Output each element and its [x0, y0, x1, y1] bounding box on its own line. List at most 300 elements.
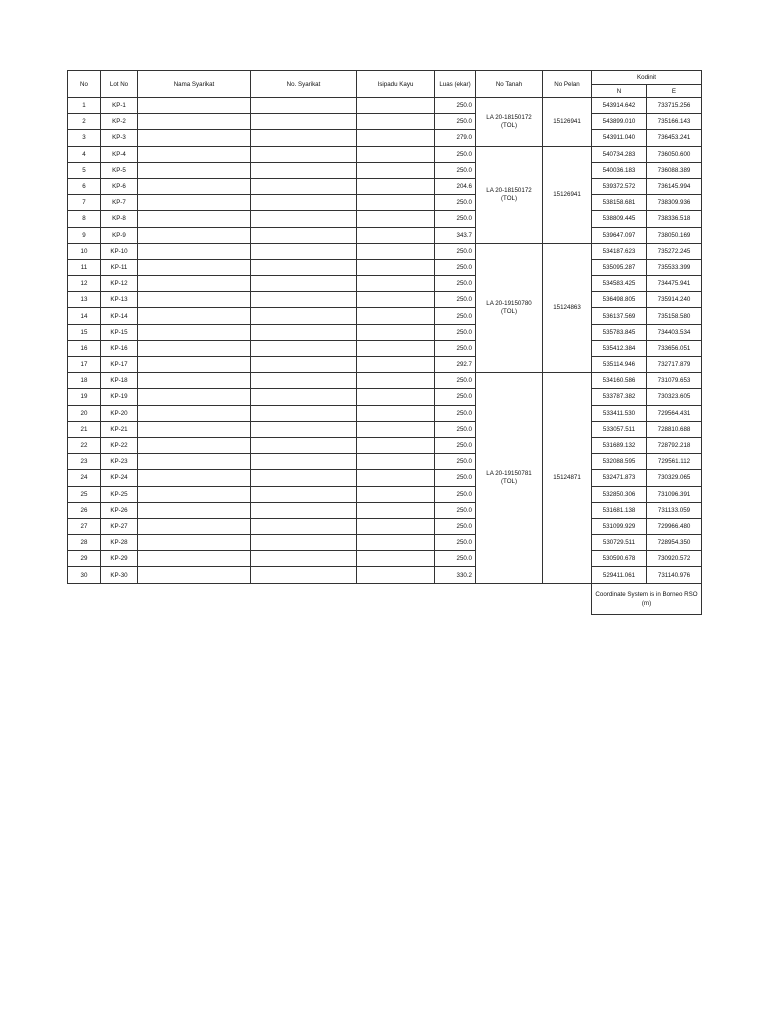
row-number: 16: [68, 340, 101, 356]
coordinate-e: 733656.051: [647, 340, 702, 356]
header-luas: Luas (ekar): [435, 71, 476, 98]
table-row: [68, 178, 702, 194]
company-name-cell: [138, 195, 251, 211]
table-row: [68, 551, 702, 567]
area-acres: 204.6: [435, 178, 476, 194]
company-number-cell: [251, 130, 357, 146]
header-lot-no: Lot No: [101, 71, 138, 98]
table-row: [68, 114, 702, 130]
row-number: 4: [68, 146, 101, 162]
table-row: [68, 389, 702, 405]
row-number: 5: [68, 162, 101, 178]
row-number: 20: [68, 405, 101, 421]
coordinate-n: 533057.511: [592, 421, 647, 437]
timber-volume-cell: [357, 470, 435, 486]
company-name-cell: [138, 389, 251, 405]
coordinate-e: 729561.112: [647, 454, 702, 470]
company-number-cell: [251, 211, 357, 227]
timber-volume-cell: [357, 178, 435, 194]
timber-volume-cell: [357, 486, 435, 502]
row-number: 29: [68, 551, 101, 567]
company-number-cell: [251, 340, 357, 356]
company-number-cell: [251, 405, 357, 421]
area-acres: 250.0: [435, 276, 476, 292]
coordinate-n: 536137.569: [592, 308, 647, 324]
land-title-number: [476, 243, 543, 373]
coordinate-e: 728792.218: [647, 437, 702, 453]
table-row: [68, 276, 702, 292]
land-title-type: (TOL): [500, 121, 518, 129]
lot-number: KP-1: [101, 98, 138, 114]
row-number: 17: [68, 357, 101, 373]
coordinate-e: 731079.653: [647, 373, 702, 389]
header-no-pelan: No Pelan: [543, 71, 592, 98]
area-acres: 250.0: [435, 535, 476, 551]
row-number: 15: [68, 324, 101, 340]
area-acres: 250.0: [435, 98, 476, 114]
company-name-cell: [138, 292, 251, 308]
coordinate-n: 533411.530: [592, 405, 647, 421]
land-title-code: LA 20-19150780: [486, 299, 532, 307]
lot-number: KP-11: [101, 259, 138, 275]
table-row: [68, 195, 702, 211]
company-name-cell: [138, 130, 251, 146]
company-name-cell: [138, 437, 251, 453]
company-name-cell: [138, 276, 251, 292]
timber-volume-cell: [357, 454, 435, 470]
lot-number: KP-24: [101, 470, 138, 486]
coordinate-n: 540734.283: [592, 146, 647, 162]
table-row: [68, 486, 702, 502]
land-lot-table: [67, 70, 702, 615]
table-row: [68, 470, 702, 486]
lot-number: KP-15: [101, 324, 138, 340]
company-number-cell: [251, 292, 357, 308]
table-row: [68, 421, 702, 437]
area-acres: 250.0: [435, 389, 476, 405]
area-acres: 343.7: [435, 227, 476, 243]
area-acres: 250.0: [435, 340, 476, 356]
table-row: [68, 259, 702, 275]
table-row: [68, 405, 702, 421]
coordinate-e: 728810.688: [647, 421, 702, 437]
row-number: 23: [68, 454, 101, 470]
land-title-code: LA 20-19150781: [486, 469, 532, 477]
table-row: [68, 243, 702, 259]
area-acres: 250.0: [435, 502, 476, 518]
company-name-cell: [138, 308, 251, 324]
company-number-cell: [251, 421, 357, 437]
area-acres: 250.0: [435, 518, 476, 534]
company-number-cell: [251, 502, 357, 518]
company-number-cell: [251, 518, 357, 534]
row-number: 27: [68, 518, 101, 534]
land-title-number: [476, 98, 543, 147]
land-title-number: [476, 373, 543, 583]
coordinate-e: 729966.480: [647, 518, 702, 534]
company-number-cell: [251, 98, 357, 114]
company-number-cell: [251, 243, 357, 259]
table-row: [68, 324, 702, 340]
company-name-cell: [138, 114, 251, 130]
row-number: 25: [68, 486, 101, 502]
table-row: [68, 292, 702, 308]
timber-volume-cell: [357, 130, 435, 146]
lot-number: KP-13: [101, 292, 138, 308]
coordinate-n: 543914.642: [592, 98, 647, 114]
timber-volume-cell: [357, 437, 435, 453]
timber-volume-cell: [357, 324, 435, 340]
area-acres: 250.0: [435, 195, 476, 211]
row-number: 7: [68, 195, 101, 211]
company-number-cell: [251, 373, 357, 389]
company-number-cell: [251, 535, 357, 551]
area-acres: 250.0: [435, 211, 476, 227]
area-acres: 250.0: [435, 470, 476, 486]
coordinate-system-note: Coordinate System is in Borneo RSO (m): [592, 583, 702, 614]
lot-number: KP-27: [101, 518, 138, 534]
row-number: 3: [68, 130, 101, 146]
timber-volume-cell: [357, 373, 435, 389]
company-number-cell: [251, 162, 357, 178]
timber-volume-cell: [357, 308, 435, 324]
timber-volume-cell: [357, 114, 435, 130]
row-number: 9: [68, 227, 101, 243]
coordinate-e: 738050.169: [647, 227, 702, 243]
table-row: [68, 567, 702, 583]
coordinate-n: 534160.586: [592, 373, 647, 389]
table-row: [68, 162, 702, 178]
company-number-cell: [251, 470, 357, 486]
company-number-cell: [251, 146, 357, 162]
coordinate-e: 730323.605: [647, 389, 702, 405]
table-row: [68, 373, 702, 389]
table-row: [68, 518, 702, 534]
company-number-cell: [251, 259, 357, 275]
row-number: 8: [68, 211, 101, 227]
coordinate-n: 535783.845: [592, 324, 647, 340]
company-number-cell: [251, 227, 357, 243]
timber-volume-cell: [357, 211, 435, 227]
timber-volume-cell: [357, 227, 435, 243]
coordinate-e: 736145.994: [647, 178, 702, 194]
coordinate-e: 731133.059: [647, 502, 702, 518]
lot-number: KP-9: [101, 227, 138, 243]
row-number: 28: [68, 535, 101, 551]
header-no-syarikat: No. Syarikat: [251, 71, 357, 98]
company-name-cell: [138, 178, 251, 194]
lot-number: KP-4: [101, 146, 138, 162]
area-acres: 250.0: [435, 551, 476, 567]
company-name-cell: [138, 470, 251, 486]
coordinate-e: 738309.936: [647, 195, 702, 211]
area-acres: 250.0: [435, 114, 476, 130]
lot-number: KP-3: [101, 130, 138, 146]
row-number: 24: [68, 470, 101, 486]
coordinate-e: 733715.256: [647, 98, 702, 114]
timber-volume-cell: [357, 98, 435, 114]
header-isipadu-kayu: Isipadu Kayu: [357, 71, 435, 98]
row-number: 18: [68, 373, 101, 389]
header-kodinit: Kodinit: [592, 71, 702, 85]
coordinate-e: 735533.399: [647, 259, 702, 275]
coordinate-e: 730920.572: [647, 551, 702, 567]
lot-number: KP-16: [101, 340, 138, 356]
timber-volume-cell: [357, 389, 435, 405]
row-number: 26: [68, 502, 101, 518]
land-title-type: (TOL): [500, 307, 518, 315]
area-acres: 250.0: [435, 454, 476, 470]
header-e: E: [647, 85, 702, 98]
company-name-cell: [138, 454, 251, 470]
coordinate-e: 736050.600: [647, 146, 702, 162]
company-number-cell: [251, 114, 357, 130]
company-name-cell: [138, 486, 251, 502]
row-number: 10: [68, 243, 101, 259]
header-n: N: [592, 85, 647, 98]
timber-volume-cell: [357, 340, 435, 356]
coordinate-n: 538809.445: [592, 211, 647, 227]
coordinate-n: 543899.010: [592, 114, 647, 130]
plan-number: 15124863: [543, 243, 592, 373]
company-number-cell: [251, 276, 357, 292]
coordinate-e: 734475.941: [647, 276, 702, 292]
row-number: 22: [68, 437, 101, 453]
coordinate-e: 731096.391: [647, 486, 702, 502]
company-name-cell: [138, 502, 251, 518]
coordinate-e: 735158.580: [647, 308, 702, 324]
timber-volume-cell: [357, 405, 435, 421]
area-acres: 250.0: [435, 243, 476, 259]
coordinate-n: 536498.805: [592, 292, 647, 308]
table-row: [68, 340, 702, 356]
lot-number: KP-14: [101, 308, 138, 324]
header-no: No: [68, 71, 101, 98]
company-number-cell: [251, 389, 357, 405]
lot-number: KP-8: [101, 211, 138, 227]
plan-number: 15126941: [543, 98, 592, 147]
lot-number: KP-18: [101, 373, 138, 389]
area-acres: 250.0: [435, 162, 476, 178]
table-row: [68, 502, 702, 518]
company-number-cell: [251, 486, 357, 502]
timber-volume-cell: [357, 162, 435, 178]
timber-volume-cell: [357, 518, 435, 534]
timber-volume-cell: [357, 421, 435, 437]
table-body: [68, 98, 702, 584]
area-acres: 250.0: [435, 437, 476, 453]
area-acres: 250.0: [435, 373, 476, 389]
coordinate-e: 735914.240: [647, 292, 702, 308]
lot-number: KP-21: [101, 421, 138, 437]
coordinate-e: 729564.431: [647, 405, 702, 421]
lot-number: KP-12: [101, 276, 138, 292]
row-number: 21: [68, 421, 101, 437]
coordinate-n: 538158.681: [592, 195, 647, 211]
coordinate-e: 731140.976: [647, 567, 702, 583]
coordinate-n: 533787.382: [592, 389, 647, 405]
table-row: [68, 308, 702, 324]
coordinate-n: 530729.511: [592, 535, 647, 551]
coordinate-n: 535095.287: [592, 259, 647, 275]
area-acres: 250.0: [435, 405, 476, 421]
lot-number: KP-29: [101, 551, 138, 567]
company-name-cell: [138, 421, 251, 437]
company-name-cell: [138, 324, 251, 340]
coordinate-e: 728954.350: [647, 535, 702, 551]
lot-number: KP-19: [101, 389, 138, 405]
timber-volume-cell: [357, 146, 435, 162]
company-name-cell: [138, 227, 251, 243]
lot-number: KP-17: [101, 357, 138, 373]
lot-number: KP-25: [101, 486, 138, 502]
coordinate-n: 535114.946: [592, 357, 647, 373]
row-number: 19: [68, 389, 101, 405]
lot-number: KP-2: [101, 114, 138, 130]
table-row: [68, 437, 702, 453]
company-number-cell: [251, 308, 357, 324]
coordinate-n: 534187.623: [592, 243, 647, 259]
coordinate-n: 531681.138: [592, 502, 647, 518]
plan-number: 15124871: [543, 373, 592, 583]
coordinate-n: 529411.061: [592, 567, 647, 583]
lot-number: KP-26: [101, 502, 138, 518]
coordinate-n: 534583.425: [592, 276, 647, 292]
coordinate-n: 530590.678: [592, 551, 647, 567]
timber-volume-cell: [357, 276, 435, 292]
lot-number: KP-6: [101, 178, 138, 194]
land-title-code: LA 20-18150172: [486, 113, 532, 121]
row-number: 13: [68, 292, 101, 308]
timber-volume-cell: [357, 292, 435, 308]
lot-number: KP-23: [101, 454, 138, 470]
table-row: [68, 211, 702, 227]
coordinate-e: 738336.518: [647, 211, 702, 227]
table-row: [68, 535, 702, 551]
coordinate-n: 543911.040: [592, 130, 647, 146]
company-number-cell: [251, 178, 357, 194]
area-acres: 250.0: [435, 308, 476, 324]
timber-volume-cell: [357, 535, 435, 551]
timber-volume-cell: [357, 551, 435, 567]
land-title-type: (TOL): [500, 477, 518, 485]
table-row: [68, 227, 702, 243]
company-name-cell: [138, 357, 251, 373]
row-number: 6: [68, 178, 101, 194]
lot-number: KP-22: [101, 437, 138, 453]
area-acres: 330.2: [435, 567, 476, 583]
coordinate-e: 734403.534: [647, 324, 702, 340]
company-name-cell: [138, 405, 251, 421]
area-acres: 250.0: [435, 292, 476, 308]
note-spacer: [68, 583, 592, 614]
company-name-cell: [138, 518, 251, 534]
plan-number: 15126941: [543, 146, 592, 243]
lot-number: KP-30: [101, 567, 138, 583]
coordinate-e: 735272.245: [647, 243, 702, 259]
lot-number: KP-28: [101, 535, 138, 551]
coordinate-n: 531099.929: [592, 518, 647, 534]
company-number-cell: [251, 437, 357, 453]
coordinate-e: 736453.241: [647, 130, 702, 146]
timber-volume-cell: [357, 243, 435, 259]
header-nama-syarikat: Nama Syarikat: [138, 71, 251, 98]
area-acres: 250.0: [435, 421, 476, 437]
company-name-cell: [138, 211, 251, 227]
timber-volume-cell: [357, 259, 435, 275]
lot-number: KP-10: [101, 243, 138, 259]
row-number: 14: [68, 308, 101, 324]
lot-number: KP-7: [101, 195, 138, 211]
company-name-cell: [138, 259, 251, 275]
coordinate-n: 535412.384: [592, 340, 647, 356]
area-acres: 292.7: [435, 357, 476, 373]
company-name-cell: [138, 567, 251, 583]
area-acres: 250.0: [435, 486, 476, 502]
land-title-type: (TOL): [500, 194, 518, 202]
table-row: [68, 146, 702, 162]
timber-volume-cell: [357, 357, 435, 373]
table-row: [68, 98, 702, 114]
timber-volume-cell: [357, 195, 435, 211]
table-row: [68, 357, 702, 373]
company-number-cell: [251, 324, 357, 340]
company-number-cell: [251, 195, 357, 211]
area-acres: 250.0: [435, 259, 476, 275]
coordinate-e: 730329.065: [647, 470, 702, 486]
company-name-cell: [138, 373, 251, 389]
company-number-cell: [251, 357, 357, 373]
company-number-cell: [251, 454, 357, 470]
company-name-cell: [138, 162, 251, 178]
coordinate-n: 531689.132: [592, 437, 647, 453]
row-number: 11: [68, 259, 101, 275]
land-title-code: LA 20-18150172: [486, 186, 532, 194]
table-row: [68, 454, 702, 470]
company-name-cell: [138, 551, 251, 567]
coordinate-n: 539647.097: [592, 227, 647, 243]
company-name-cell: [138, 243, 251, 259]
coordinate-e: 736088.389: [647, 162, 702, 178]
company-name-cell: [138, 98, 251, 114]
timber-volume-cell: [357, 567, 435, 583]
coordinate-n: 539372.572: [592, 178, 647, 194]
coordinate-n: 532471.873: [592, 470, 647, 486]
coordinate-n: 532850.306: [592, 486, 647, 502]
land-title-number: [476, 146, 543, 243]
lot-number: KP-20: [101, 405, 138, 421]
header-no-tanah: No Tanah: [476, 71, 543, 98]
company-number-cell: [251, 567, 357, 583]
area-acres: 250.0: [435, 324, 476, 340]
row-number: 30: [68, 567, 101, 583]
company-name-cell: [138, 146, 251, 162]
area-acres: 279.0: [435, 130, 476, 146]
coordinate-e: 735166.143: [647, 114, 702, 130]
coordinate-n: 540036.183: [592, 162, 647, 178]
timber-volume-cell: [357, 502, 435, 518]
table-row: [68, 130, 702, 146]
coordinate-e: 732717.879: [647, 357, 702, 373]
company-name-cell: [138, 535, 251, 551]
area-acres: 250.0: [435, 146, 476, 162]
row-number: 1: [68, 98, 101, 114]
company-number-cell: [251, 551, 357, 567]
row-number: 2: [68, 114, 101, 130]
company-name-cell: [138, 340, 251, 356]
coordinate-n: 532088.595: [592, 454, 647, 470]
lot-number: KP-5: [101, 162, 138, 178]
